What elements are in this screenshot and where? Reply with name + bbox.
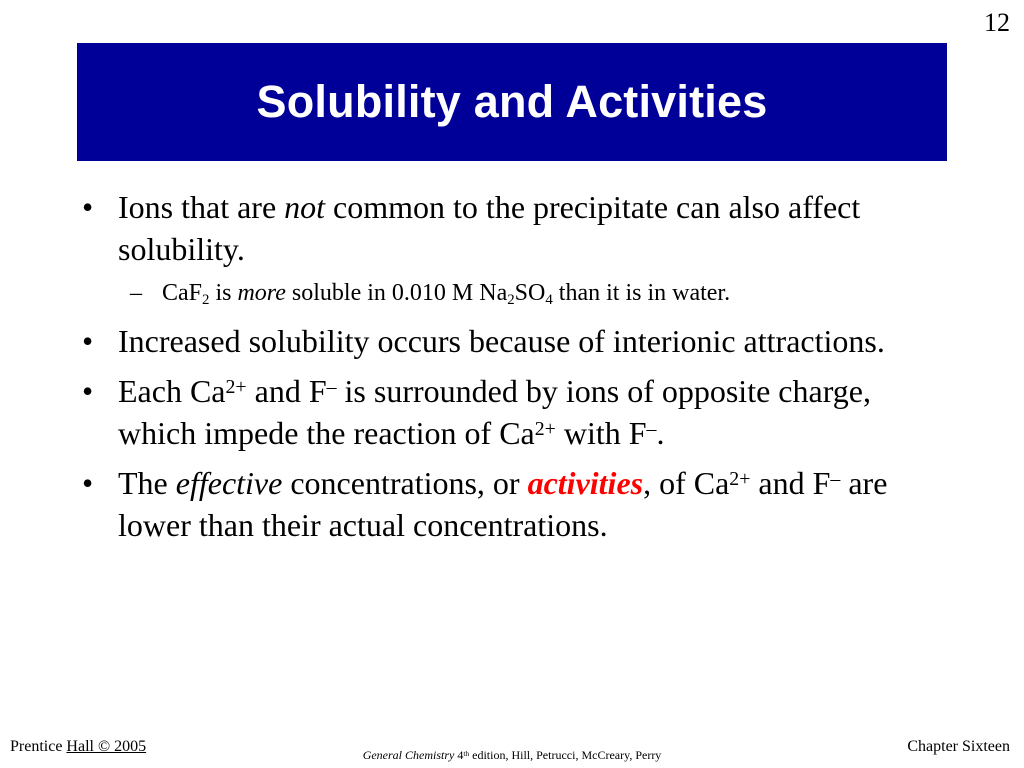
footer-chapter: Chapter Sixteen	[907, 738, 1010, 755]
bullet-dot-icon: •	[82, 465, 94, 501]
dash-icon: –	[130, 280, 142, 306]
footer-publisher: Prentice Hall © 2005	[10, 738, 147, 755]
bullet-4: • The effective concentrations, or activities, of $Ca^{2+}$ and F– are lower than their actual concentrations.	[82, 462, 942, 546]
bullet-3: • Each $Ca^{2+}$ and F– is surrounded by ions of opposite charge, which impede the reaction of $Ca^{2+}$ with F–.	[82, 370, 942, 454]
activities-highlight: activities	[527, 465, 644, 501]
sub-bullet-1: – CaF$_2$ is more soluble in 0.010 M $Na_2SO_4$ than it is in water.	[130, 280, 731, 309]
footer-citation: General Chemistry 4th edition, Hill, Petrucci, McCreary, Perry	[362, 748, 662, 762]
bullet-2: • Increased solubility occurs because of interionic attractions.	[82, 320, 942, 362]
slide-number: 12	[984, 8, 1010, 37]
bullet-dot-icon: •	[82, 189, 94, 225]
slide-title: Solubility and Activities	[256, 76, 768, 127]
slide-content	[82, 186, 942, 554]
bullet-dot-icon: •	[82, 323, 94, 359]
bullet-dot-icon: •	[82, 373, 94, 409]
title-bar	[77, 43, 947, 161]
bullet-1: • Ions that are not common to the precipitate can also affect solubility.	[82, 186, 942, 270]
